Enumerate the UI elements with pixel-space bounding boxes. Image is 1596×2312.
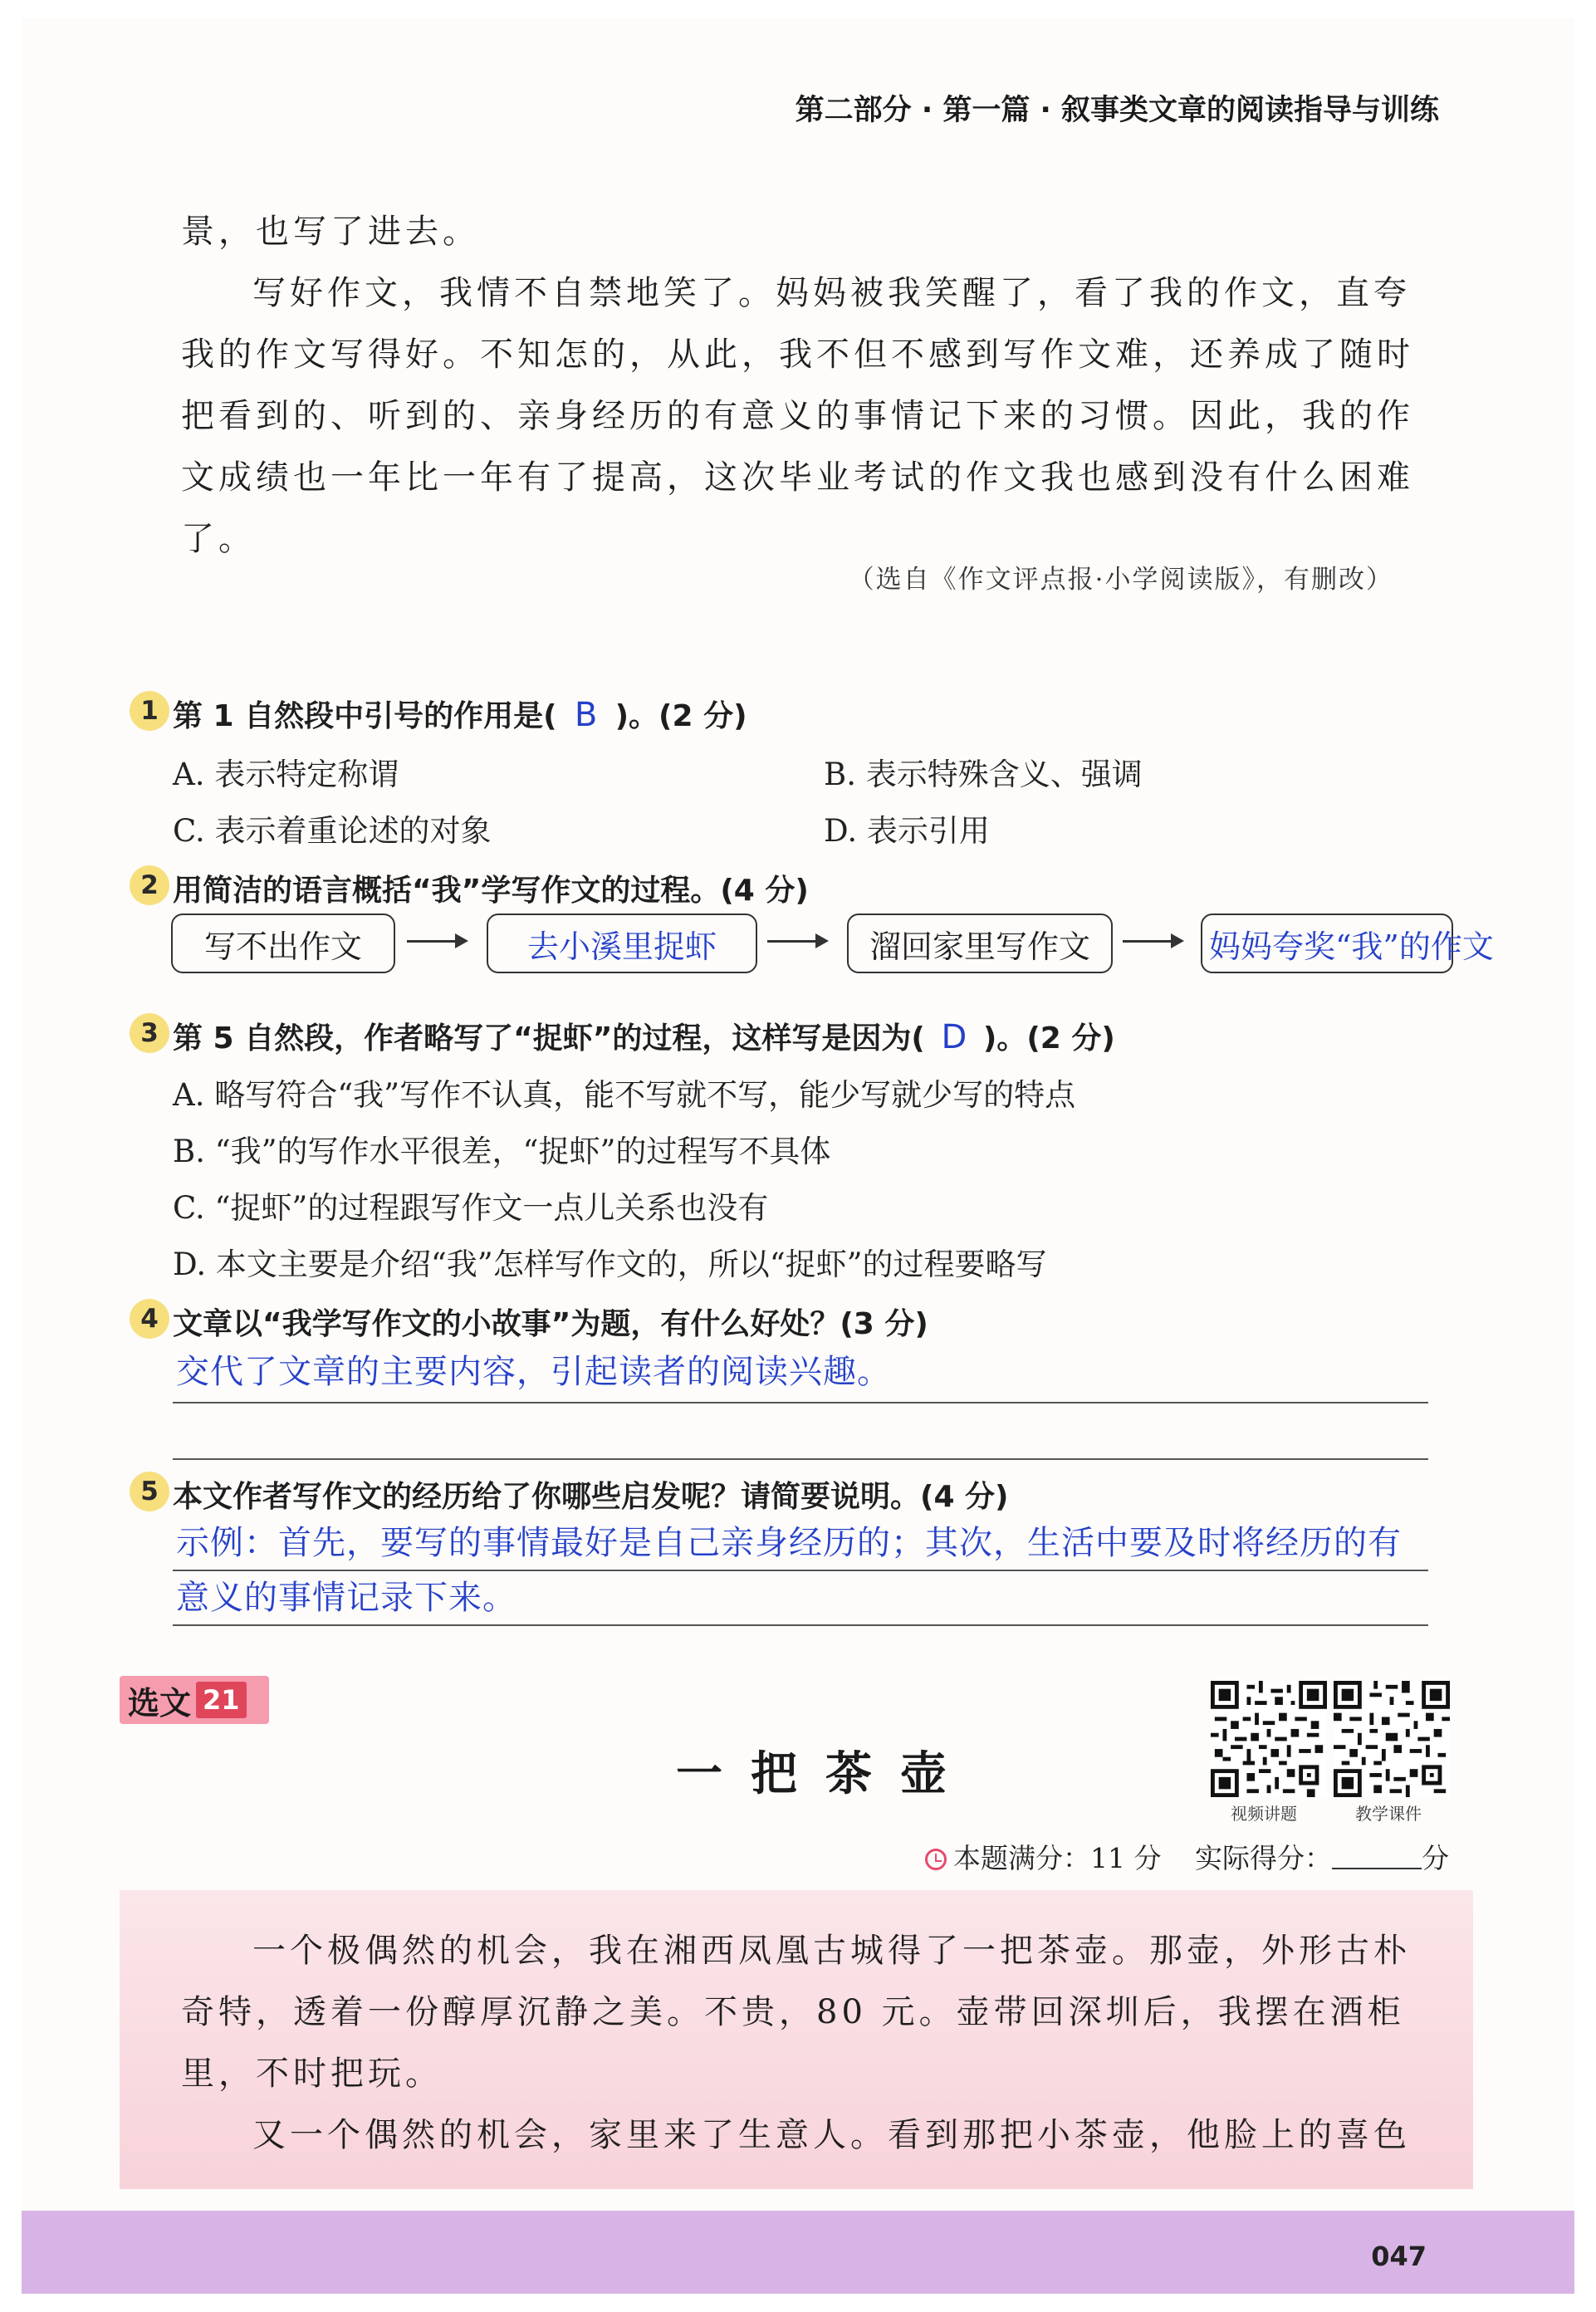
question-4-answer: 交代了文章的主要内容，引起读者的阅读兴趣。 <box>176 1353 891 1391</box>
flow-step-1: 写不出作文 <box>171 914 395 973</box>
question-3-stem: 第 5 自然段，作者略写了“捉虾”的过程，这样写是因为( <box>173 1021 925 1056</box>
flow-step-3: 溜回家里写作文 <box>847 914 1113 973</box>
q3-option-b: B. “我”的写作水平很差，“捉虾”的过程写不具体 <box>173 1134 831 1169</box>
q1-option-b: B. 表示特殊含义、强调 <box>824 757 1143 792</box>
question-number-3: 3 <box>130 1013 169 1053</box>
question-1-answer: B <box>574 696 598 734</box>
page-footer-band <box>22 2211 1574 2294</box>
passage-line-start: 景，也写了进去。 <box>181 213 480 251</box>
section-tag <box>120 1676 269 1724</box>
qr-code-courseware-icon[interactable] <box>1334 1681 1450 1797</box>
question-1-text <box>173 693 747 735</box>
question-1-score: )。(2 分) <box>614 699 747 733</box>
passage-paragraph: 写好作文，我情不自禁地笑了。妈妈被我笑醒了，看了我的作文，直夸我的作文写得好。不知怎的，从此，我不但不感到写作文难，还养成了随时把看到的、听到的、亲身经历的有意义的事情记下来的习惯。因此，我的作文成绩也一年比一年有了提高，这次毕业考试的作文我也感到没有什么困难了。 <box>181 274 1414 558</box>
q3-option-d: D. 本文主要是介绍“我”怎样写作文的，所以“捉虾”的过程要略写 <box>173 1247 1047 1282</box>
question-number-5: 5 <box>130 1472 169 1511</box>
score-unit: 分 <box>1421 1842 1449 1874</box>
q3-option-c: C. “捉虾”的过程跟写作文一点儿关系也没有 <box>173 1190 769 1226</box>
article-paragraph-2: 又一个偶然的机会，家里来了生意人。看到那把小茶壶，他脸上的喜色 <box>252 2116 1411 2154</box>
passage-source: （选自《作文评点报·小学阅读版》，有删改） <box>848 565 1393 595</box>
section-tag-label: 选文 <box>128 1684 192 1722</box>
score-line <box>925 1837 1449 1876</box>
page-number: 047 <box>1371 2241 1427 2272</box>
question-3-score: )。(2 分) <box>982 1021 1115 1056</box>
flow-arrow-1 <box>407 940 465 943</box>
question-5-answer-line-2: 意义的事情记录下来。 <box>176 1579 516 1617</box>
flow-step-2: 去小溪里捉虾 <box>487 914 757 973</box>
question-3-text <box>173 1015 1115 1057</box>
flow-step-4: 妈妈夸奖“我”的作文 <box>1201 914 1453 973</box>
q3-option-a: A. 略写符合“我”写作不认真，能不写就不写，能少写就少写的特点 <box>173 1077 1076 1113</box>
article-paragraph-1: 一个极偶然的机会，我在湘西凤凰古城得了一把茶壶。那壶，外形古朴奇特，透着一份醇厚沉静之美。不贵，80 元。壶带回深圳后，我摆在酒柜里，不时把玩。 <box>181 1932 1411 2093</box>
answer-line <box>173 1402 1428 1403</box>
qr-code-video-icon[interactable] <box>1211 1681 1327 1797</box>
q1-option-c: C. 表示着重论述的对象 <box>173 813 492 849</box>
question-5-answer-line-1: 示例：首先，要写的事情最好是自己亲身经历的；其次，生活中要及时将经历的有 <box>176 1524 1402 1562</box>
score-blank[interactable] <box>1332 1846 1422 1869</box>
article-title: 一把茶壶 <box>676 1746 975 1801</box>
question-3-answer: D <box>941 1018 967 1056</box>
question-number-4: 4 <box>130 1299 169 1339</box>
q1-option-d: D. 表示引用 <box>824 813 990 849</box>
question-2-text: 用简洁的语言概括“我”学写作文的过程。(4 分) <box>173 874 809 908</box>
question-1-stem: 第 1 自然段中引号的作用是( <box>173 699 557 733</box>
flow-arrow-3 <box>1123 940 1181 943</box>
question-5-text: 本文作者写作文的经历给了你哪些启发呢？请简要说明。(4 分) <box>173 1480 1009 1514</box>
qr-label-video: 视频讲题 <box>1231 1804 1297 1824</box>
running-header: 第二部分 · 第一篇 · 叙事类文章的阅读指导与训练 <box>795 94 1439 127</box>
question-4-text: 文章以“我学写作文的小故事”为题，有什么好处？(3 分) <box>173 1307 928 1341</box>
flow-arrow-2 <box>767 940 825 943</box>
workbook-page <box>22 18 1574 2294</box>
score-actual-label: 实际得分： <box>1194 1842 1332 1874</box>
qr-label-courseware: 教学课件 <box>1355 1804 1422 1824</box>
answer-line <box>173 1624 1428 1626</box>
question-number-2: 2 <box>130 865 169 905</box>
clock-icon <box>925 1849 947 1870</box>
score-full: 本题满分：11 分 <box>953 1842 1162 1874</box>
section-tag-number: 21 <box>196 1682 247 1718</box>
answer-line <box>173 1458 1428 1460</box>
question-number-1: 1 <box>130 691 169 731</box>
q1-option-a: A. 表示特定称谓 <box>173 757 399 792</box>
